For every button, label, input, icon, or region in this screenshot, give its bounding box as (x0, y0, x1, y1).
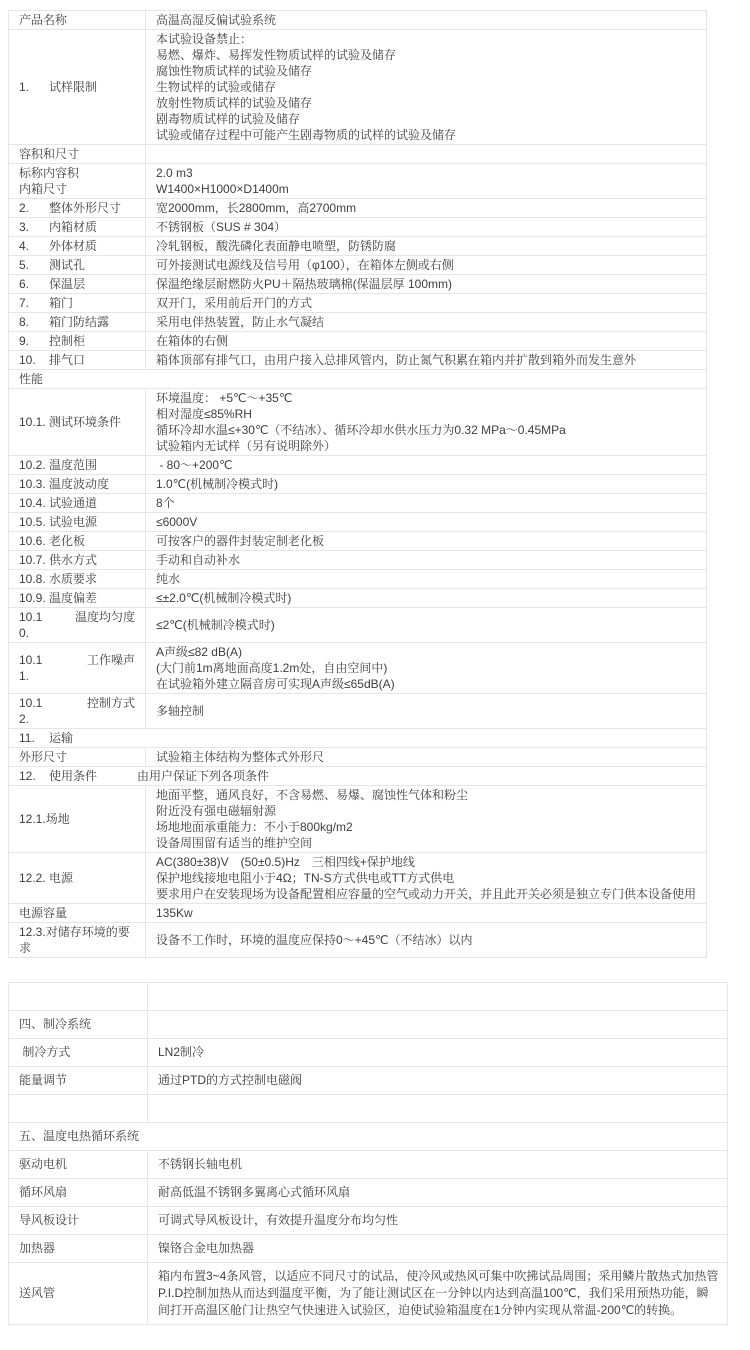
spec-text-line: ≤2℃(机械制冷模式时) (156, 618, 275, 632)
spec-row (9, 513, 707, 532)
spec-text-line: 手动和自动补水 (156, 553, 241, 567)
spec-row (9, 30, 707, 145)
spec-label-cell (9, 1207, 148, 1235)
spec-row (9, 1179, 728, 1207)
spec-text-line: 箱内布置3~4条风管，以适应不同尺寸的试品，使冷风或热风可集中吹拂试品周围；采用鳞片散热式加热管P.I.D控制加热从而达到温度平衡，为了能让测试区在一分钟以内达到高温100℃，我们采用预热功能，瞬间打开高温区舱门让热空气快速进入试验区，迫使试验箱温度在1分钟内实现从常温-200℃的转换。 (158, 1269, 719, 1317)
spec-text-line: AC(380±38)V (50±0.5)Hz 三相四线+保护地线 (156, 855, 415, 869)
spec-section-label: 运输 (49, 731, 74, 745)
spec-label-cell (9, 30, 146, 145)
spec-label-cell (9, 853, 146, 904)
spec-label: 箱门防结露 (49, 315, 110, 329)
spec-number: 10.4. (19, 496, 46, 510)
spec-number: 10.11. (19, 653, 43, 683)
spec-number: 4. (19, 239, 30, 253)
spec-text-line (156, 146, 698, 162)
spec-value-cell (146, 694, 707, 729)
spec-value-cell (146, 145, 707, 164)
spec-value-cell (146, 494, 707, 513)
spec-text-line: 易燃、爆炸、易挥发性物质试样的试验及储存 (156, 48, 397, 62)
spec-text-line: 电源容量 (19, 906, 68, 920)
spec-text-line: 内箱尺寸 (19, 182, 68, 196)
spec-label: 试验通道 (49, 496, 98, 510)
spec-text-line: 循环风扇 (19, 1185, 68, 1199)
spec-text-line: 采用电伴热装置，防止水气凝结 (156, 315, 325, 329)
spec-row (9, 1263, 728, 1325)
spec-label-cell (9, 389, 146, 456)
spec-section-label: 使用条件 (49, 769, 98, 783)
spec-value-cell (146, 475, 707, 494)
spec-text-line: 相对湿度≤85%RH (156, 407, 252, 421)
spec-text-line: 外形尺寸 (19, 750, 68, 764)
spec-label: 测试孔 (49, 258, 86, 272)
spec-value-cell (146, 256, 707, 275)
spec-value-cell (146, 551, 707, 570)
spec-text-line: 8个 (156, 496, 175, 510)
spec-text-line: LN2制冷 (158, 1045, 205, 1059)
spec-row (9, 1123, 728, 1151)
spec-text-line: 剧毒物质试样的试验及储存 (156, 112, 301, 126)
spec-value-cell (146, 389, 707, 456)
spec-label-cell (9, 475, 146, 494)
spec-value-cell (146, 456, 707, 475)
spec-value-cell (146, 786, 707, 853)
spec-text-line: A声级≤82 dB(A) (156, 645, 242, 659)
spec-text-line: 双开门，采用前后开门的方式 (156, 296, 313, 310)
spec-text-line (158, 1016, 719, 1033)
spec-row (9, 923, 707, 958)
spec-text-line: 循环冷却水温≤+30℃（不结冰）、循环冷却水供水压力为0.32 MPa～0.45MPa (156, 423, 566, 437)
spec-text-line: 要求用户在安装现场为设备配置相应容量的空气或动力开关，并且此开关必须是独立专门供本设备使用 (156, 887, 697, 901)
spec-text-line: 能量调节 (19, 1073, 68, 1087)
spec-label-cell (9, 923, 146, 958)
spec-value-cell (146, 313, 707, 332)
spec-label-cell (9, 608, 146, 643)
spec-text-line: - 80～+200℃ (156, 458, 233, 472)
spec-text-line: 135Kw (156, 906, 193, 920)
spec-number: 10.7. (19, 553, 46, 567)
spec-row (9, 370, 707, 389)
spec-row (9, 1095, 728, 1123)
spec-text-line: 可调式导风板设计，有效提升温度分布均匀性 (158, 1213, 399, 1227)
spec-label-cell (9, 532, 146, 551)
spec-text-line: ≤±2.0℃(机械制冷模式时) (156, 591, 292, 605)
spec-row (9, 589, 707, 608)
spec-text-line: 产品名称 (19, 13, 68, 27)
spec-row (9, 551, 707, 570)
spec-label-cell (9, 1151, 148, 1179)
spec-label-cell (9, 237, 146, 256)
spec-row (9, 694, 707, 729)
spec-number: 12. (19, 769, 36, 783)
spec-value-cell (148, 1235, 728, 1263)
spec-row (9, 351, 707, 370)
spec-label-cell (9, 1263, 148, 1325)
spec-section-cell (9, 1123, 728, 1151)
spec-label-cell (9, 494, 146, 513)
spec-text-line: (大门前1m离地面高度1.2m处，自由空间中) (156, 661, 388, 675)
spec-row (9, 853, 707, 904)
spec-label-cell (9, 332, 146, 351)
spec-row (9, 1235, 728, 1263)
spec-number: 5. (19, 258, 30, 272)
spec-value-cell (146, 532, 707, 551)
spec-label-cell (9, 694, 146, 729)
spec-text-line: 加热器 (19, 1241, 56, 1255)
spec-value-cell (146, 351, 707, 370)
spec-label-cell (9, 275, 146, 294)
spec-label-cell (9, 1095, 148, 1123)
spec-value-cell (146, 923, 707, 958)
spec-label-cell (9, 551, 146, 570)
spec-value-cell (146, 11, 707, 30)
spec-text-line: 在试验箱外建立隔音房可实现A声级≤65dB(A) (156, 677, 395, 691)
spec-value-cell (146, 643, 707, 694)
spec-label-cell (9, 1067, 148, 1095)
spec-text-line: 冷轧钢板，酸洗磷化表面静电喷塑，防锈防腐 (156, 239, 397, 253)
spec-label-cell (9, 643, 146, 694)
spec-text-line: 不锈钢板（SUS # 304） (156, 220, 287, 234)
spec-text-line: 宽2000mm，长2800mm，高2700mm (156, 201, 357, 215)
spec-section-cell (9, 729, 707, 748)
spec-label-cell (9, 983, 148, 1011)
spec-row (9, 11, 707, 30)
spec-label: 控制方式 (86, 696, 135, 710)
spec-text-line: 驱动电机 (19, 1157, 68, 1171)
spec-label-cell (9, 570, 146, 589)
spec-label: 整体外形尺寸 (49, 201, 122, 215)
spec-row (9, 1207, 728, 1235)
spec-section-value: 由用户保证下列各项条件 (137, 769, 270, 783)
spec-label-cell (9, 1011, 148, 1039)
spec-row (9, 389, 707, 456)
spec-row (9, 1011, 728, 1039)
spec-label-cell (9, 294, 146, 313)
spec-text-line: 送风管 (19, 1286, 56, 1300)
spec-label: 内箱材质 (49, 220, 98, 234)
spec-text-line (158, 988, 719, 1005)
spec-row (9, 275, 707, 294)
spec-value-cell (146, 748, 707, 767)
spec-label: 箱门 (49, 296, 74, 310)
spec-number: 8. (19, 315, 30, 329)
spec-row (9, 313, 707, 332)
spec-text-line: 容积和尺寸 (19, 147, 80, 161)
spec-text-line: 2.0 m3 (156, 166, 193, 180)
spec-label-cell (9, 313, 146, 332)
spec-row (9, 237, 707, 256)
spec-label-cell (9, 1235, 148, 1263)
spec-row (9, 904, 707, 923)
spec-value-cell (146, 332, 707, 351)
spec-row (9, 256, 707, 275)
spec-label: 工作噪声 (86, 653, 135, 667)
spec-label-cell (9, 748, 146, 767)
spec-number: 9. (19, 334, 30, 348)
spec-text-line: 腐蚀性物质试样的试验及储存 (156, 64, 313, 78)
spec-text-line (158, 1100, 719, 1117)
spec-value-cell (146, 570, 707, 589)
spec-label-cell (9, 218, 146, 237)
spec-text-line: W1400×H1000×D1400m (156, 182, 289, 196)
spec-text-line: 标称内容积 (19, 166, 80, 180)
spec-label-cell (9, 164, 146, 199)
spec-label-cell (9, 513, 146, 532)
spec-label: 温度波动度 (49, 477, 110, 491)
spec-label: 试样限制 (49, 80, 98, 94)
spec-number: 10.10. (19, 610, 43, 640)
spec-text-line (19, 1100, 139, 1117)
spec-row (9, 1151, 728, 1179)
spec-text-line: 设备周围留有适当的维护空间 (156, 836, 313, 850)
spec-number: 11. (19, 731, 35, 745)
spec-text-line: 保温绝缘层耐燃防火PU＋隔热玻璃棉(保温层厚 100mm) (156, 277, 453, 291)
spec-row (9, 494, 707, 513)
spec-text-line: 12.1.场地 (19, 812, 70, 826)
spec-text-line: 耐高低温不锈钢多翼离心式循环风扇 (158, 1185, 351, 1199)
spec-value-cell (146, 513, 707, 532)
spec-number: 3. (19, 220, 30, 234)
spec-number: 2. (19, 201, 30, 215)
spec-value-cell (148, 1179, 728, 1207)
spec-row (9, 983, 728, 1011)
spec-label: 水质要求 (49, 572, 98, 586)
spec-text-line: 场地地面承重能力：不小于800kg/m2 (156, 820, 353, 834)
spec-row (9, 218, 707, 237)
spec-label-cell (9, 456, 146, 475)
spec-text-line: 附近没有强电磁辐射源 (156, 804, 277, 818)
spec-text-line: 制冷方式 (19, 1045, 71, 1059)
spec-label: 保温层 (49, 277, 86, 291)
spec-text-line: ≤6000V (156, 515, 198, 529)
spec-text-line (19, 988, 139, 1005)
spec-label: 测试环境条件 (49, 415, 122, 429)
spec-label-cell (9, 589, 146, 608)
spec-section-cell (9, 370, 707, 389)
spec-number: 7. (19, 296, 30, 310)
spec-label-cell (9, 1039, 148, 1067)
spec-value-cell (148, 1095, 728, 1123)
spec-value-cell (146, 237, 707, 256)
spec-text-line: 四、制冷系统 (19, 1017, 92, 1031)
spec-value-cell (148, 983, 728, 1011)
spec-value-cell (146, 199, 707, 218)
spec-label: 控制柜 (49, 334, 86, 348)
spec-row (9, 767, 707, 786)
spec-value-cell (146, 164, 707, 199)
spec-text-line: 镍铬合金电加热器 (158, 1241, 255, 1255)
spec-text-line: 保护地线接地电阻小于4Ω；TN-S方式供电或TT方式供电 (156, 871, 455, 885)
spec-number: 1. (19, 80, 30, 94)
spec-label-cell (9, 904, 146, 923)
spec-label: 老化板 (49, 534, 86, 548)
spec-value-cell (146, 218, 707, 237)
spec-text-line: 高温高湿反偏试验系统 (156, 13, 277, 27)
spec-value-cell (146, 608, 707, 643)
spec-number: 10.2. (19, 458, 46, 472)
spec-label-cell (9, 256, 146, 275)
spec-label-cell (9, 11, 146, 30)
spec-text-line: 通过PTD的方式控制电磁阀 (158, 1073, 303, 1087)
spec-section-label: 性能 (19, 372, 44, 386)
spec-label: 外体材质 (49, 239, 98, 253)
spec-text-line: 可按客户的器件封装定制老化板 (156, 534, 325, 548)
spec-number: 10.12. (19, 696, 43, 726)
spec-value-cell (146, 589, 707, 608)
spec-label-cell (9, 145, 146, 164)
spec-section-cell (9, 767, 707, 786)
product-spec-table (8, 10, 707, 958)
spec-row (9, 729, 707, 748)
spec-row (9, 1067, 728, 1095)
spec-label: 温度均匀度 (74, 610, 135, 624)
spec-label-cell (9, 199, 146, 218)
spec-row (9, 456, 707, 475)
spec-value-cell (148, 1067, 728, 1095)
spec-label-cell (9, 351, 146, 370)
spec-row (9, 643, 707, 694)
spec-label: 温度范围 (49, 458, 98, 472)
spec-text-line: 环境温度： +5℃～+35℃ (156, 391, 293, 405)
spec-number: 10. (19, 353, 36, 367)
spec-text-line: 1.0℃(机械制冷模式时) (156, 477, 279, 491)
spec-row (9, 164, 707, 199)
spec-row (9, 608, 707, 643)
spec-value-cell (146, 853, 707, 904)
spec-row (9, 532, 707, 551)
spec-text-line: 在箱体的右侧 (156, 334, 229, 348)
spec-value-cell (148, 1011, 728, 1039)
spec-label: 试验电源 (49, 515, 98, 529)
spec-text-line: 12.3.对储存环境的要求 (19, 925, 130, 955)
spec-row (9, 294, 707, 313)
spec-value-cell (148, 1151, 728, 1179)
spec-value-cell (146, 294, 707, 313)
spec-text-line: 生物试样的试验或储存 (156, 80, 277, 94)
spec-section-label: 五、温度电热循环系统 (19, 1129, 140, 1143)
spec-number: 10.1. (19, 415, 46, 429)
spec-text-line: 放射性物质试样的试验及储存 (156, 96, 313, 110)
spec-text-line: 12.2. 电源 (19, 871, 74, 885)
spec-text-line: 本试验设备禁止： (156, 32, 253, 46)
spec-label-cell (9, 1179, 148, 1207)
spec-text-line: 试验箱内无试样（另有说明除外） (156, 439, 337, 453)
spec-text-line: 纯水 (156, 572, 181, 586)
spec-number: 10.8. (19, 572, 46, 586)
spec-number: 10.6. (19, 534, 46, 548)
spec-row (9, 748, 707, 767)
spec-row (9, 332, 707, 351)
spec-row (9, 570, 707, 589)
spec-value-cell (148, 1207, 728, 1235)
spec-row (9, 475, 707, 494)
spec-row (9, 145, 707, 164)
spec-text-line: 可外接测试电源线及信号用（φ100），在箱体左侧或右侧 (156, 258, 454, 272)
spec-number: 6. (19, 277, 30, 291)
spec-text-line: 不锈钢长轴电机 (158, 1157, 243, 1171)
spec-value-cell (146, 275, 707, 294)
spec-text-line: 设备不工作时，环境的温度应保持0～+45℃（不结冰）以内 (156, 933, 473, 947)
spec-value-cell (146, 30, 707, 145)
spec-number: 10.3. (19, 477, 46, 491)
spec-text-line: 多轴控制 (156, 704, 205, 718)
spec-text-line: 地面平整，通风良好，不含易燃、易爆、腐蚀性气体和粉尘 (156, 788, 469, 802)
spec-text-line: 试验或储存过程中可能产生剧毒物质的试样的试验及储存 (156, 128, 457, 142)
spec-value-cell (148, 1039, 728, 1067)
spec-row (9, 199, 707, 218)
spec-label: 供水方式 (49, 553, 98, 567)
spec-text-line: 试验箱主体结构为整体式外形尺 (156, 750, 325, 764)
spec-number: 10.9. (19, 591, 46, 605)
spec-label: 排气口 (49, 353, 86, 367)
cooling-heating-spec-table (8, 982, 728, 1325)
spec-label-cell (9, 786, 146, 853)
spec-value-cell (146, 904, 707, 923)
spec-value-cell (148, 1263, 728, 1325)
spec-number: 10.5. (19, 515, 46, 529)
spec-label: 温度偏差 (49, 591, 98, 605)
spec-text-line: 箱体顶部有排气口，由用户接入总排风管内，防止氮气积累在箱内并扩散到箱外而发生意外 (156, 353, 637, 367)
spec-text-line: 导风板设计 (19, 1213, 80, 1227)
spec-row (9, 1039, 728, 1067)
spec-row (9, 786, 707, 853)
